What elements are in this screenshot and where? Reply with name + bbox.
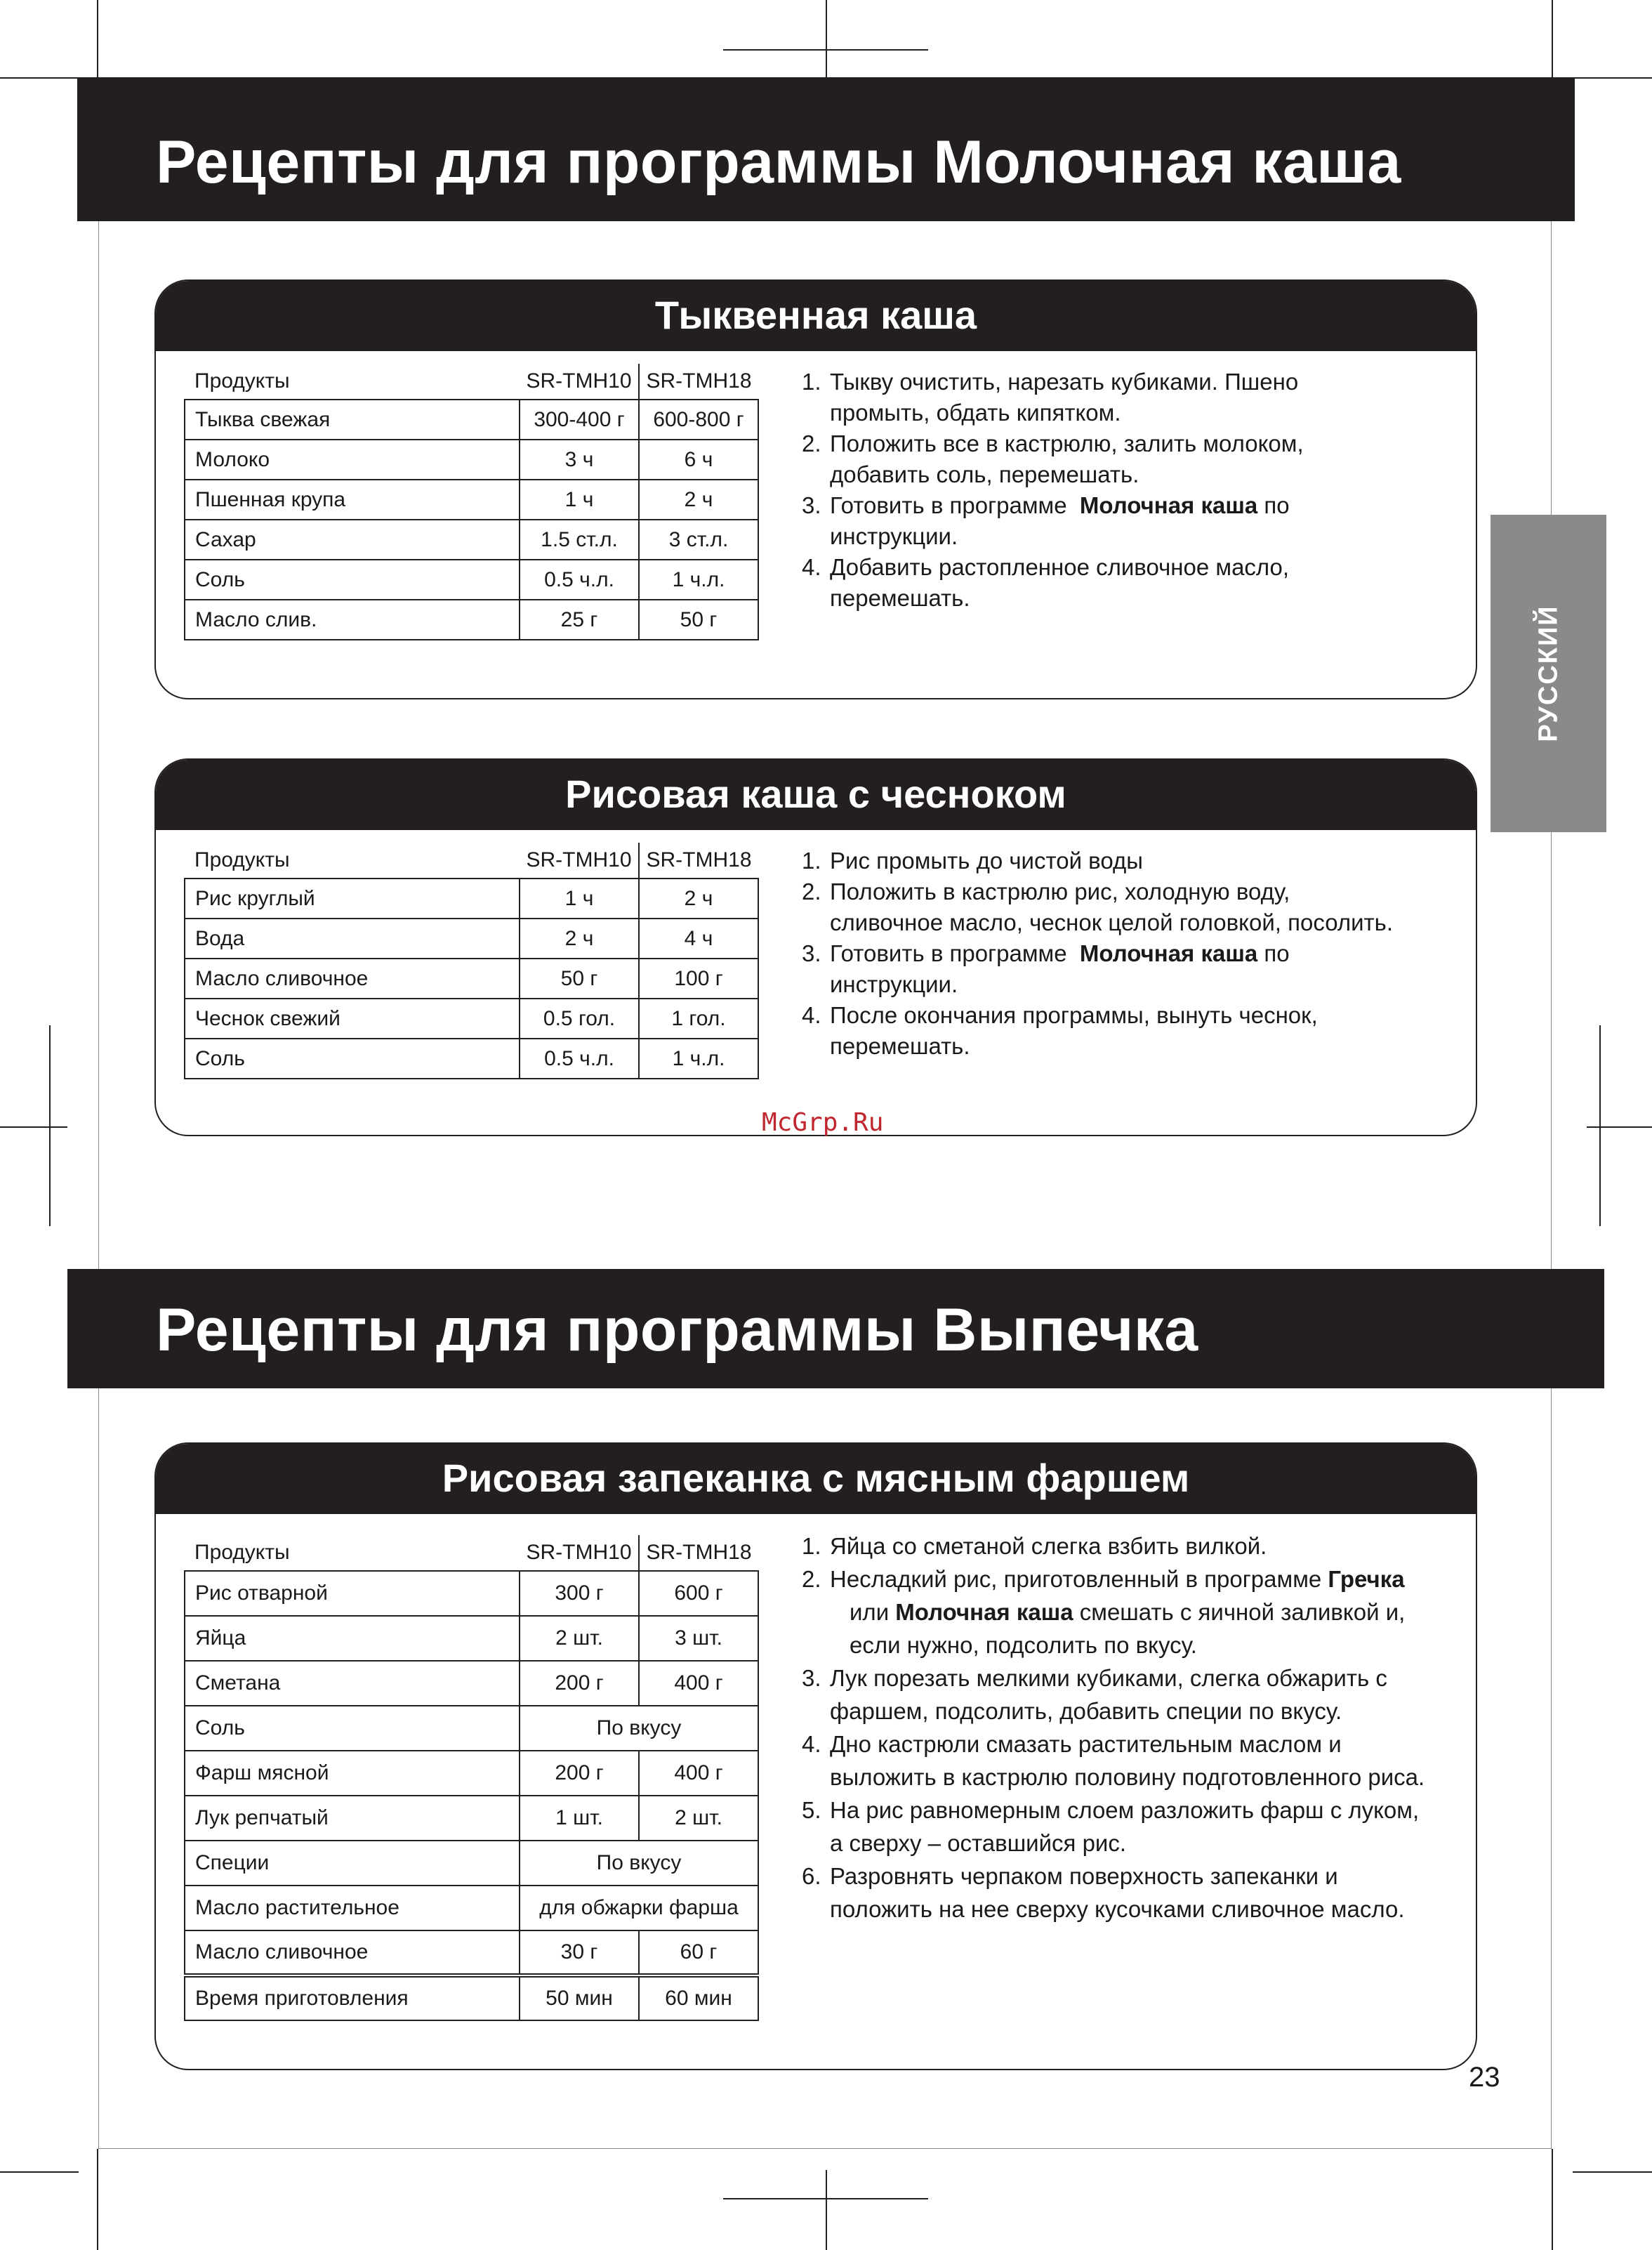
table-cell: 1 ч <box>520 480 639 520</box>
table-row <box>185 600 758 640</box>
recipe-steps <box>802 1529 1469 1926</box>
step-text: инструкции. <box>830 971 958 997</box>
table-cell: 3 шт. <box>639 1616 758 1661</box>
table-header-cell: Продукты <box>185 843 520 879</box>
table-cell: По вкусу <box>520 1706 758 1751</box>
table-cell: Вода <box>185 919 520 959</box>
ingredients-table <box>184 1535 759 2021</box>
table-cell: Время приготовления <box>185 1975 520 2020</box>
table-cell: 4 ч <box>639 919 758 959</box>
table-cell: 3 ч <box>520 440 639 480</box>
table-cell: 50 г <box>520 959 639 999</box>
program-name: Молочная каша <box>1079 492 1258 518</box>
step-number: 6. <box>802 1863 821 1889</box>
table-cell: Фарш мясной <box>185 1751 520 1796</box>
table-cell: Сахар <box>185 520 520 560</box>
table-header-row <box>185 1535 758 1571</box>
step-text: добавить соль, перемешать. <box>830 461 1139 487</box>
table-header-cell: Продукты <box>185 364 520 400</box>
table-header-cell: Продукты <box>185 1535 520 1571</box>
table-row <box>185 1975 758 2020</box>
table-cell: Соль <box>185 560 520 600</box>
program-name: Молочная каша <box>895 1599 1073 1625</box>
recipe-title: Рисовая каша с чесноком <box>156 760 1476 830</box>
step <box>802 938 1469 1000</box>
step <box>802 876 1469 938</box>
step-number: 2. <box>802 879 821 904</box>
table-cell: для обжарки фарша <box>520 1886 758 1930</box>
step-text: выложить в кастрюлю половину подготовленного риса. <box>830 1764 1425 1790</box>
crop-mark <box>1573 77 1652 79</box>
table-row <box>185 999 758 1039</box>
table-cell: Масло растительное <box>185 1886 520 1930</box>
section-banner-baking <box>67 1269 1604 1388</box>
step <box>802 367 1462 428</box>
table-cell: 2 шт. <box>639 1796 758 1841</box>
table-cell: 400 г <box>639 1751 758 1796</box>
table-header-cell: SR-TMH10 <box>520 843 639 879</box>
step-number: 1. <box>802 848 821 874</box>
table-row <box>185 440 758 480</box>
table-cell: По вкусу <box>520 1841 758 1886</box>
table-cell: Лук репчатый <box>185 1796 520 1841</box>
table-cell: 50 г <box>639 600 758 640</box>
program-name: Молочная каша <box>1079 940 1258 966</box>
step-number: 4. <box>802 554 821 580</box>
table-cell: Соль <box>185 1706 520 1751</box>
table-row <box>185 1706 758 1751</box>
step-text: Добавить растопленное сливочное масло, <box>830 554 1290 580</box>
table-row <box>185 400 758 440</box>
step-number: 2. <box>802 430 821 456</box>
recipe-steps <box>802 846 1469 1062</box>
crop-mark <box>723 2198 928 2199</box>
step-text: Лук порезать мелкими кубиками, слегка обжарить с <box>830 1665 1387 1691</box>
step <box>802 552 1462 614</box>
step-text: а сверху – оставшийся рис. <box>830 1830 1127 1856</box>
step-number: 3. <box>802 940 821 966</box>
table-cell: Масло слив. <box>185 600 520 640</box>
crop-mark <box>49 1025 51 1226</box>
section-title: Рецепты для программы Молочная каша <box>156 129 1401 196</box>
step-number: 1. <box>802 1533 821 1559</box>
watermark: McGrp.Ru <box>762 1108 884 1137</box>
table-row <box>185 1616 758 1661</box>
step-text: Положить в кастрюлю рис, холодную воду, <box>830 879 1290 904</box>
table-cell: Тыква свежая <box>185 400 520 440</box>
table-cell: Рис круглый <box>185 879 520 919</box>
step-text-part: Несладкий рис, приготовленный в программе <box>830 1566 1328 1592</box>
step-text <box>830 1562 1469 1596</box>
table-cell: Чеснок свежий <box>185 999 520 1039</box>
table-cell: 1 ч <box>520 879 639 919</box>
table-header-row <box>185 364 758 400</box>
step-number: 4. <box>802 1002 821 1028</box>
table-cell: Рис отварной <box>185 1571 520 1616</box>
step <box>802 1662 1469 1728</box>
table-cell: 6 ч <box>639 440 758 480</box>
step-text: инструкции. <box>830 523 958 549</box>
table-cell: Пшенная крупа <box>185 480 520 520</box>
recipe-steps <box>802 367 1462 614</box>
step-number: 5. <box>802 1797 821 1823</box>
table-row <box>185 1751 758 1796</box>
step-text: На рис равномерным слоем разложить фарш с луком, <box>830 1797 1420 1823</box>
program-name: Гречка <box>1328 1566 1405 1592</box>
table-row <box>185 1841 758 1886</box>
table-row <box>185 1796 758 1841</box>
step-text: Положить все в кастрюлю, залить молоком, <box>830 430 1304 456</box>
table-row <box>185 560 758 600</box>
table-row <box>185 959 758 999</box>
table-cell: 2 ч <box>520 919 639 959</box>
table-row <box>185 1039 758 1079</box>
section-title: Рецепты для программы Выпечка <box>156 1296 1198 1364</box>
step-text: перемешать. <box>830 1033 970 1059</box>
language-tab <box>1491 515 1606 832</box>
table-cell: 50 мин <box>520 1975 639 2020</box>
recipe-title: Рисовая запеканка с мясным фаршем <box>156 1444 1476 1514</box>
section-banner-milk-porridge <box>77 77 1575 221</box>
table-header-cell: SR-TMH18 <box>639 364 758 400</box>
step-text: Рис промыть до чистой воды <box>830 848 1143 874</box>
table-header-cell: SR-TMH18 <box>639 843 758 879</box>
step-number: 3. <box>802 492 821 518</box>
table-header-cell: SR-TMH18 <box>639 1535 758 1571</box>
table-cell: 400 г <box>639 1661 758 1706</box>
table-cell: 1 ч.л. <box>639 1039 758 1079</box>
table-cell: 1.5 ст.л. <box>520 520 639 560</box>
step-text: фаршем, подсолить, добавить специи по вкусу. <box>830 1698 1342 1724</box>
table-cell: 600 г <box>639 1571 758 1616</box>
table-cell: 300-400 г <box>520 400 639 440</box>
step-text: Дно кастрюли смазать растительным маслом и <box>830 1731 1342 1757</box>
table-cell: Сметана <box>185 1661 520 1706</box>
table-cell: Масло сливочное <box>185 959 520 999</box>
table-cell: 2 ч <box>639 480 758 520</box>
step-text: После окончания программы, вынуть чеснок, <box>830 1002 1318 1028</box>
table-cell: Яйца <box>185 1616 520 1661</box>
step-number: 2. <box>802 1566 821 1592</box>
crop-mark <box>97 2149 98 2250</box>
step-text <box>830 490 1462 521</box>
step <box>802 1860 1469 1926</box>
table-cell: 1 шт. <box>520 1796 639 1841</box>
crop-mark <box>826 2170 827 2250</box>
page-number: 23 <box>1469 2062 1500 2093</box>
step-text: промыть, обдать кипятком. <box>830 400 1121 426</box>
table-row <box>185 919 758 959</box>
step-text <box>830 1596 1469 1629</box>
table-cell: 600-800 г <box>639 400 758 440</box>
crop-mark <box>1587 1126 1652 1128</box>
recipe-title: Тыквенная каша <box>156 281 1476 351</box>
step-number: 1. <box>802 369 821 395</box>
step-text-part: Готовить в программе <box>830 492 1080 518</box>
step-text: если нужно, подсолить по вкусу. <box>850 1632 1197 1658</box>
table-cell: 0.5 ч.л. <box>520 1039 639 1079</box>
step-text-part: Готовить в программе <box>830 940 1080 966</box>
step-number: 3. <box>802 1665 821 1691</box>
table-cell: 60 г <box>639 1930 758 1975</box>
step-number: 4. <box>802 1731 821 1757</box>
table-row <box>185 1930 758 1975</box>
crop-mark <box>1599 1025 1601 1226</box>
crop-mark <box>0 2171 79 2173</box>
step <box>802 1000 1469 1062</box>
table-cell: 0.5 ч.л. <box>520 560 639 600</box>
table-cell: 300 г <box>520 1571 639 1616</box>
table-cell: 1 гол. <box>639 999 758 1039</box>
table-row <box>185 879 758 919</box>
step-text: Тыкву очистить, нарезать кубиками. Пшено <box>830 369 1299 395</box>
step-text: сливочное масло, чеснок целой головкой, посолить. <box>830 909 1393 935</box>
step-text: перемешать. <box>830 585 970 611</box>
table-header-row <box>185 843 758 879</box>
table-cell: Соль <box>185 1039 520 1079</box>
step-text-part: по <box>1257 940 1290 966</box>
crop-mark <box>826 0 827 84</box>
table-row <box>185 480 758 520</box>
table-cell: 0.5 гол. <box>520 999 639 1039</box>
step-text-part: по <box>1257 492 1290 518</box>
step-text-part: смешать с яичной заливкой и, <box>1073 1599 1406 1625</box>
step <box>802 490 1462 552</box>
ingredients-table <box>184 364 759 640</box>
table-row <box>185 1886 758 1930</box>
step-text: Яйца со сметаной слегка взбить вилкой. <box>830 1533 1267 1559</box>
step <box>802 1794 1469 1860</box>
step <box>802 1728 1469 1794</box>
crop-mark <box>723 49 928 51</box>
step-text-part: или <box>850 1599 896 1625</box>
table-row <box>185 520 758 560</box>
step-text <box>830 938 1469 969</box>
table-cell: 60 мин <box>639 1975 758 2020</box>
table-cell: Молоко <box>185 440 520 480</box>
table-cell: 25 г <box>520 600 639 640</box>
step <box>802 428 1462 490</box>
recipe-card-pumpkin-porridge <box>154 279 1477 699</box>
table-cell: 200 г <box>520 1751 639 1796</box>
crop-mark <box>0 1126 67 1128</box>
table-cell: 200 г <box>520 1661 639 1706</box>
table-cell: 100 г <box>639 959 758 999</box>
table-cell: 30 г <box>520 1930 639 1975</box>
step-text: Разровнять черпаком поверхность запеканки и <box>830 1863 1338 1889</box>
crop-mark <box>1573 2171 1652 2173</box>
table-row <box>185 1661 758 1706</box>
recipe-card-rice-casserole <box>154 1442 1477 2070</box>
step <box>802 1529 1469 1562</box>
table-cell: 3 ст.л. <box>639 520 758 560</box>
table-cell: Масло сливочное <box>185 1930 520 1975</box>
step <box>802 846 1469 876</box>
language-tab-label: РУССКИЙ <box>1533 605 1563 742</box>
table-cell: 2 шт. <box>520 1616 639 1661</box>
table-cell: 2 ч <box>639 879 758 919</box>
table-header-cell: SR-TMH10 <box>520 364 639 400</box>
step-text: положить на нее сверху кусочками сливочное масло. <box>830 1896 1405 1922</box>
table-cell: Специи <box>185 1841 520 1886</box>
crop-mark <box>1552 2149 1553 2250</box>
table-row <box>185 1571 758 1616</box>
crop-mark <box>0 77 79 79</box>
recipe-card-rice-garlic-porridge <box>154 758 1477 1136</box>
table-cell: 1 ч.л. <box>639 560 758 600</box>
ingredients-table <box>184 843 759 1079</box>
step <box>802 1562 1469 1662</box>
table-header-cell: SR-TMH10 <box>520 1535 639 1571</box>
